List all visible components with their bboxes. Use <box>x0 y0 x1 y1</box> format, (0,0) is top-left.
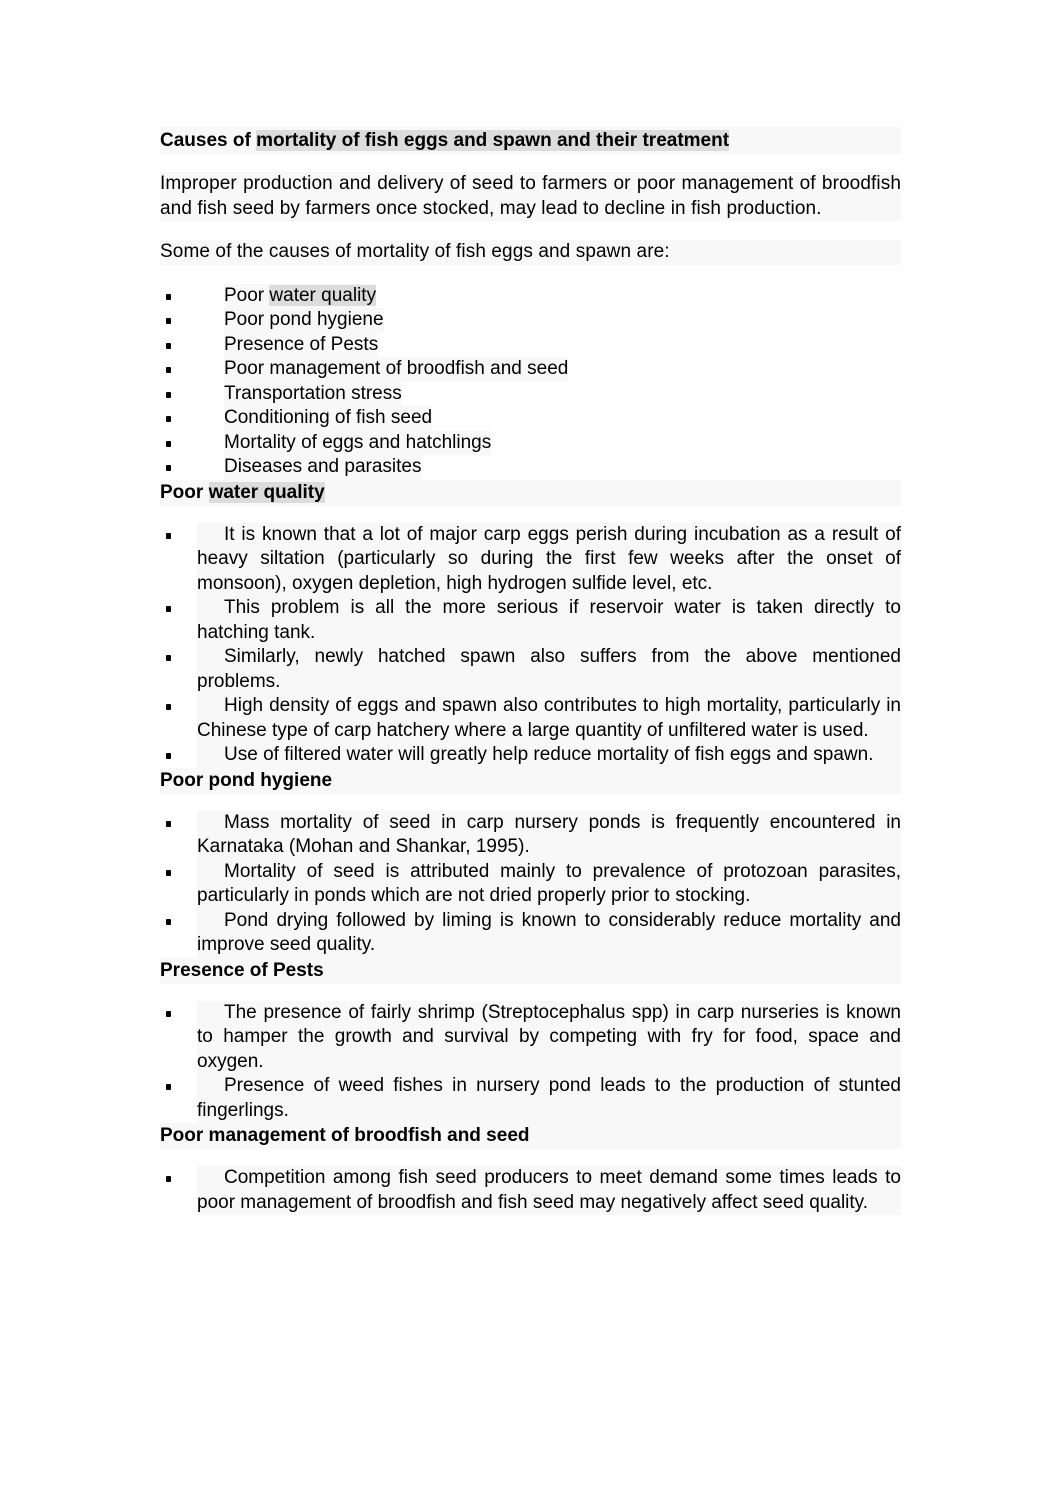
bullet-icon <box>166 533 171 539</box>
water-quality-list <box>160 523 901 768</box>
list-item: Presence of weed fishes in nursery pond leads to the production of stunted fingerlings. <box>160 1074 901 1123</box>
bullet-icon <box>166 606 171 612</box>
bullet-icon <box>166 1011 171 1017</box>
bullet-icon <box>166 392 171 398</box>
bullet-icon <box>166 294 171 300</box>
list-item: High density of eggs and spawn also contributes to high mortality, particularly in Chinese type of carp hatchery where a large quantity of unfiltered water is used. <box>160 694 901 743</box>
bullet-icon <box>166 655 171 661</box>
section-heading-pond-hygiene: Poor pond hygiene <box>160 768 901 794</box>
pond-hygiene-list <box>160 811 901 958</box>
document-page <box>160 127 901 1215</box>
bullet-icon <box>166 416 171 422</box>
list-item: Poor management of broodfish and seed <box>160 357 901 382</box>
bullet-icon <box>166 919 171 925</box>
list-item: Competition among fish seed producers to meet demand some times leads to poor management of broodfish and fish seed may negatively affect seed quality. <box>160 1166 901 1215</box>
bullet-icon <box>166 1176 171 1182</box>
bullet-icon <box>166 704 171 710</box>
bullet-icon <box>166 870 171 876</box>
list-item: This problem is all the more serious if reservoir water is taken directly to hatching tank. <box>160 596 901 645</box>
intro-paragraph: Improper production and delivery of seed to farmers or poor management of broodfish and fish seed by farmers once stocked, may lead to decline in fish production. <box>160 172 901 221</box>
list-item: Poor pond hygiene <box>160 308 901 333</box>
list-item: Conditioning of fish seed <box>160 406 901 431</box>
list-item: Poor water quality <box>160 284 901 309</box>
title-highlight: mortality of fish eggs and spawn and their treatment <box>256 130 730 151</box>
list-item: Presence of Pests <box>160 333 901 358</box>
bullet-icon <box>166 318 171 324</box>
bullet-icon <box>166 343 171 349</box>
causes-list <box>160 284 901 480</box>
document-title: Causes of mortality of fish eggs and spawn and their treatment <box>160 127 901 154</box>
list-item: Diseases and parasites <box>160 455 901 480</box>
list-item: Similarly, newly hatched spawn also suffers from the above mentioned problems. <box>160 645 901 694</box>
list-item: Mortality of seed is attributed mainly to prevalence of protozoan parasites, particularly in ponds which are not dried properly prior to stocking. <box>160 860 901 909</box>
bullet-icon <box>166 821 171 827</box>
bullet-icon <box>166 441 171 447</box>
section-heading-pests: Presence of Pests <box>160 958 901 984</box>
bullet-icon <box>166 465 171 471</box>
causes-intro: Some of the causes of mortality of fish eggs and spawn are: <box>160 240 901 265</box>
list-item: Pond drying followed by liming is known to considerably reduce mortality and improve seed quality. <box>160 909 901 958</box>
broodfish-management-list <box>160 1166 901 1215</box>
list-item: It is known that a lot of major carp eggs perish during incubation as a result of heavy siltation (particularly so during the first few weeks after the onset of monsoon), oxygen depletion, high hydrogen sulfide level, etc. <box>160 523 901 597</box>
section-heading-broodfish-management: Poor management of broodfish and seed <box>160 1123 901 1149</box>
bullet-icon <box>166 753 171 759</box>
section-heading-water-quality: Poor water quality <box>160 480 901 506</box>
list-item: Transportation stress <box>160 382 901 407</box>
pests-list <box>160 1001 901 1124</box>
list-item: Mass mortality of seed in carp nursery ponds is frequently encountered in Karnataka (Mohan and Shankar, 1995). <box>160 811 901 860</box>
bullet-icon <box>166 1084 171 1090</box>
bullet-icon <box>166 367 171 373</box>
list-item: Mortality of eggs and hatchlings <box>160 431 901 456</box>
list-item: Use of filtered water will greatly help reduce mortality of fish eggs and spawn. <box>160 743 901 768</box>
list-item: The presence of fairly shrimp (Streptocephalus spp) in carp nurseries is known to hamper the growth and survival by competing with fry for food, space and oxygen. <box>160 1001 901 1075</box>
